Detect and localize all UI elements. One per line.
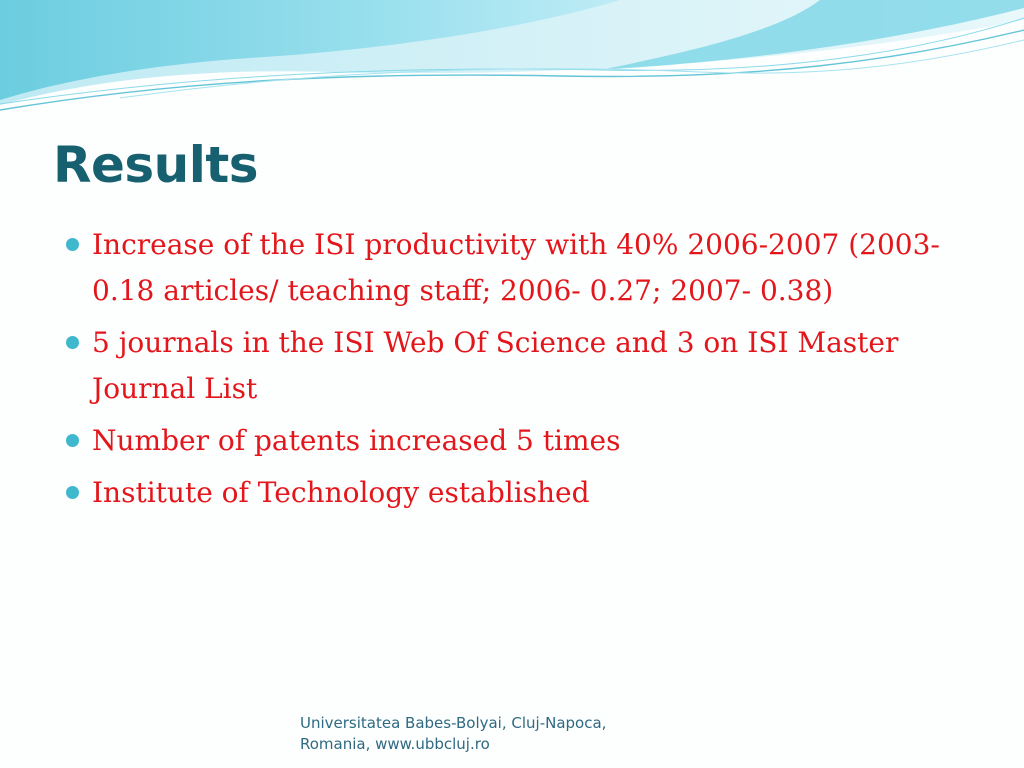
slide-title: Results: [53, 136, 259, 194]
wave-header-decoration: [0, 0, 1024, 130]
bullet-text: Increase of the ISI productivity with 40% 2006-2007 (2003- 0.18 articles/ teaching staff; 2006- 0.27; 2007- 0.38): [92, 228, 940, 307]
footer-line-2: Romania, www.ubbcluj.ro: [300, 735, 490, 753]
bullet-text: Number of patents increased 5 times: [92, 424, 621, 457]
bullet-item: [62, 320, 962, 412]
footer-line-1: Universitatea Babes-Bolyai, Cluj-Napoca,: [300, 714, 607, 732]
footer: [300, 713, 680, 755]
bullet-item: [62, 470, 962, 516]
bullet-dot-icon: [66, 434, 79, 447]
bullet-item: [62, 418, 962, 464]
bullet-list: [62, 222, 962, 522]
bullet-text: 5 journals in the ISI Web Of Science and 3 on ISI Master Journal List: [92, 326, 899, 405]
bullet-dot-icon: [66, 486, 79, 499]
bullet-dot-icon: [66, 238, 79, 251]
bullet-dot-icon: [66, 336, 79, 349]
bullet-item: [62, 222, 962, 314]
bullet-text: Institute of Technology established: [92, 476, 590, 509]
